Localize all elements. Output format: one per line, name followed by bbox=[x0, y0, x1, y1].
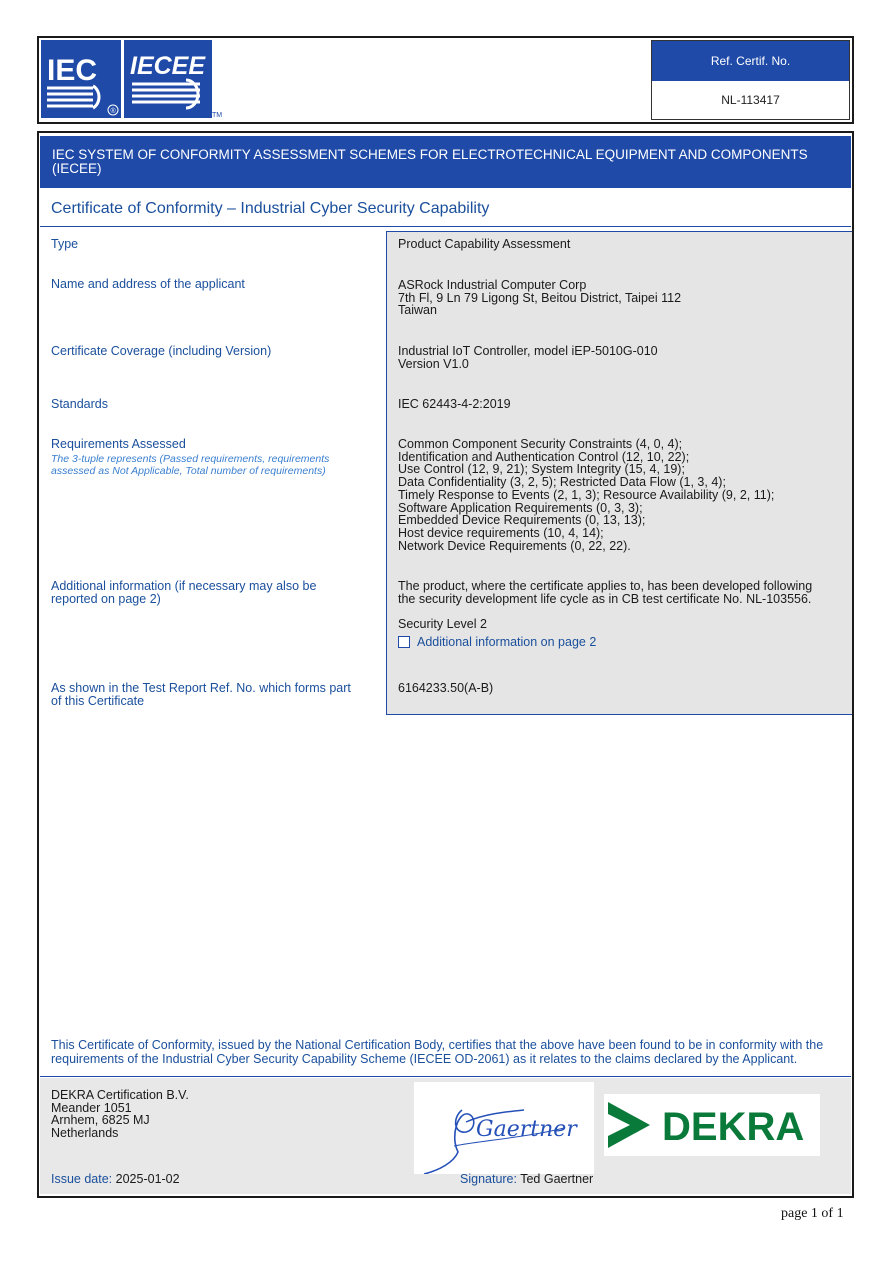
trademark-mark: TM bbox=[212, 112, 223, 119]
issuer-name: DEKRA Certification B.V. bbox=[51, 1088, 189, 1102]
requirements-list bbox=[398, 438, 774, 552]
standards-label: Standards bbox=[51, 397, 108, 411]
requirements-note bbox=[51, 453, 329, 477]
signature-row bbox=[460, 1172, 593, 1186]
issuer-address bbox=[51, 1089, 189, 1140]
page2-checkbox-label: Additional information on page 2 bbox=[417, 635, 597, 649]
additional-info-line: the security development life cycle as in CB test certificate No. NL-103556. bbox=[398, 591, 812, 606]
ref-certificate-label: Ref. Certif. No. bbox=[652, 41, 849, 81]
issue-date-value: 2025-01-02 bbox=[115, 1172, 180, 1186]
standards-value: IEC 62443-4-2:2019 bbox=[398, 397, 511, 411]
requirement-item: Network Device Requirements (0, 22, 22). bbox=[398, 538, 631, 553]
issue-date-row bbox=[51, 1172, 180, 1186]
dekra-logo bbox=[604, 1094, 820, 1156]
issue-date-label: Issue date: bbox=[51, 1172, 113, 1186]
page-number: page 1 of 1 bbox=[781, 1206, 844, 1221]
additional-info-label bbox=[51, 580, 316, 606]
requirements-note-line: The 3-tuple represents (Passed requirements, requirements bbox=[51, 453, 330, 465]
additional-info-value bbox=[398, 580, 812, 605]
signature-box bbox=[414, 1082, 594, 1174]
ref-certificate-box bbox=[651, 40, 850, 120]
coverage-version: Version V1.0 bbox=[398, 356, 469, 371]
coverage-value bbox=[398, 345, 658, 370]
requirement-item: Use Control (12, 9, 21); System Integrity (15, 4, 19); bbox=[398, 462, 685, 477]
security-level: Security Level 2 bbox=[398, 617, 487, 631]
requirement-item: Data Confidentiality (3, 2, 5); Restricted Data Flow (1, 3, 4); bbox=[398, 475, 726, 490]
scheme-banner: IEC SYSTEM OF CONFORMITY ASSESSMENT SCHEMES FOR ELECTROTECHNICAL EQUIPMENT AND COMPONENTS (IECEE) bbox=[40, 136, 851, 188]
svg-text:Gaertner: Gaertner bbox=[476, 1117, 577, 1142]
ref-certificate-number: NL-113417 bbox=[721, 93, 780, 107]
requirement-item: Embedded Device Requirements (0, 13, 13); bbox=[398, 513, 646, 528]
applicant-value bbox=[398, 279, 681, 317]
test-report-label-line: As shown in the Test Report Ref. No. which forms part bbox=[51, 681, 351, 695]
requirement-item: Common Component Security Constraints (4, 0, 4); bbox=[398, 437, 683, 451]
additional-info-label-line: reported on page 2) bbox=[51, 592, 161, 606]
issuer-street: Meander 1051 bbox=[51, 1100, 132, 1115]
test-report-label-line: of this Certificate bbox=[51, 694, 145, 708]
iec-logo bbox=[41, 40, 121, 118]
applicant-address: 7th Fl, 9 Ln 79 Ligong St, Beitou District, Taipei 112 bbox=[398, 290, 682, 305]
test-report-number: 6164233.50(A-B) bbox=[398, 681, 494, 695]
signature-label: Signature: bbox=[460, 1172, 517, 1186]
certificate-title: Certificate of Conformity – Industrial Cyber Security Capability bbox=[51, 200, 490, 217]
requirement-item: Timely Response to Events (2, 1, 3); Resource Availability (9, 2, 11); bbox=[398, 487, 775, 502]
issuer-city: Arnhem, 6825 MJ bbox=[51, 1113, 150, 1128]
issuer-country: Netherlands bbox=[51, 1126, 119, 1141]
applicant-name: ASRock Industrial Computer Corp bbox=[398, 278, 587, 292]
svg-text:DEKRA: DEKRA bbox=[662, 1105, 805, 1149]
additional-info-line: The product, where the certificate applies to, has been developed following bbox=[398, 579, 813, 593]
type-value: Product Capability Assessment bbox=[398, 237, 571, 251]
requirement-item: Software Application Requirements (0, 3, 3); bbox=[398, 500, 643, 515]
type-label: Type bbox=[51, 237, 79, 251]
svg-text:IEC: IEC bbox=[47, 54, 98, 87]
requirement-item: Host device requirements (10, 4, 14); bbox=[398, 525, 604, 540]
requirements-label: Requirements Assessed bbox=[51, 437, 186, 451]
signature-graphic bbox=[414, 1082, 594, 1174]
iecee-logo bbox=[124, 40, 212, 118]
iecee-logo-graphic bbox=[124, 40, 212, 118]
svg-text:IECEE: IECEE bbox=[130, 52, 206, 80]
applicant-country: Taiwan bbox=[398, 303, 437, 318]
conformity-statement-line: This Certificate of Conformity, issued by the National Certification Body, certifies that the above have been found to be in conformity with the bbox=[51, 1038, 824, 1052]
svg-text:®: ® bbox=[110, 108, 116, 115]
title-divider bbox=[40, 226, 851, 227]
test-report-label bbox=[51, 682, 351, 708]
conformity-statement bbox=[51, 1039, 851, 1066]
requirements-note-line: assessed as Not Applicable, Total number of requirements) bbox=[51, 465, 326, 477]
applicant-label: Name and address of the applicant bbox=[51, 277, 245, 291]
additional-info-label-line: Additional information (if necessary may also be bbox=[51, 579, 317, 593]
iec-logo-graphic bbox=[41, 40, 121, 118]
signatory-name: Ted Gaertner bbox=[520, 1172, 594, 1186]
requirement-item: Identification and Authentication Control (12, 10, 22); bbox=[398, 449, 690, 464]
dekra-logo-graphic bbox=[604, 1094, 820, 1156]
footer-divider bbox=[40, 1076, 851, 1077]
page2-checkbox[interactable] bbox=[398, 636, 410, 648]
coverage-label: Certificate Coverage (including Version) bbox=[51, 344, 272, 358]
coverage-product: Industrial IoT Controller, model iEP-5010G-010 bbox=[398, 344, 658, 358]
conformity-statement-line: requirements of the Industrial Cyber Security Capability Scheme (IECEE OD-2061) as it relates to the claims declared by the Applicant. bbox=[51, 1051, 798, 1066]
